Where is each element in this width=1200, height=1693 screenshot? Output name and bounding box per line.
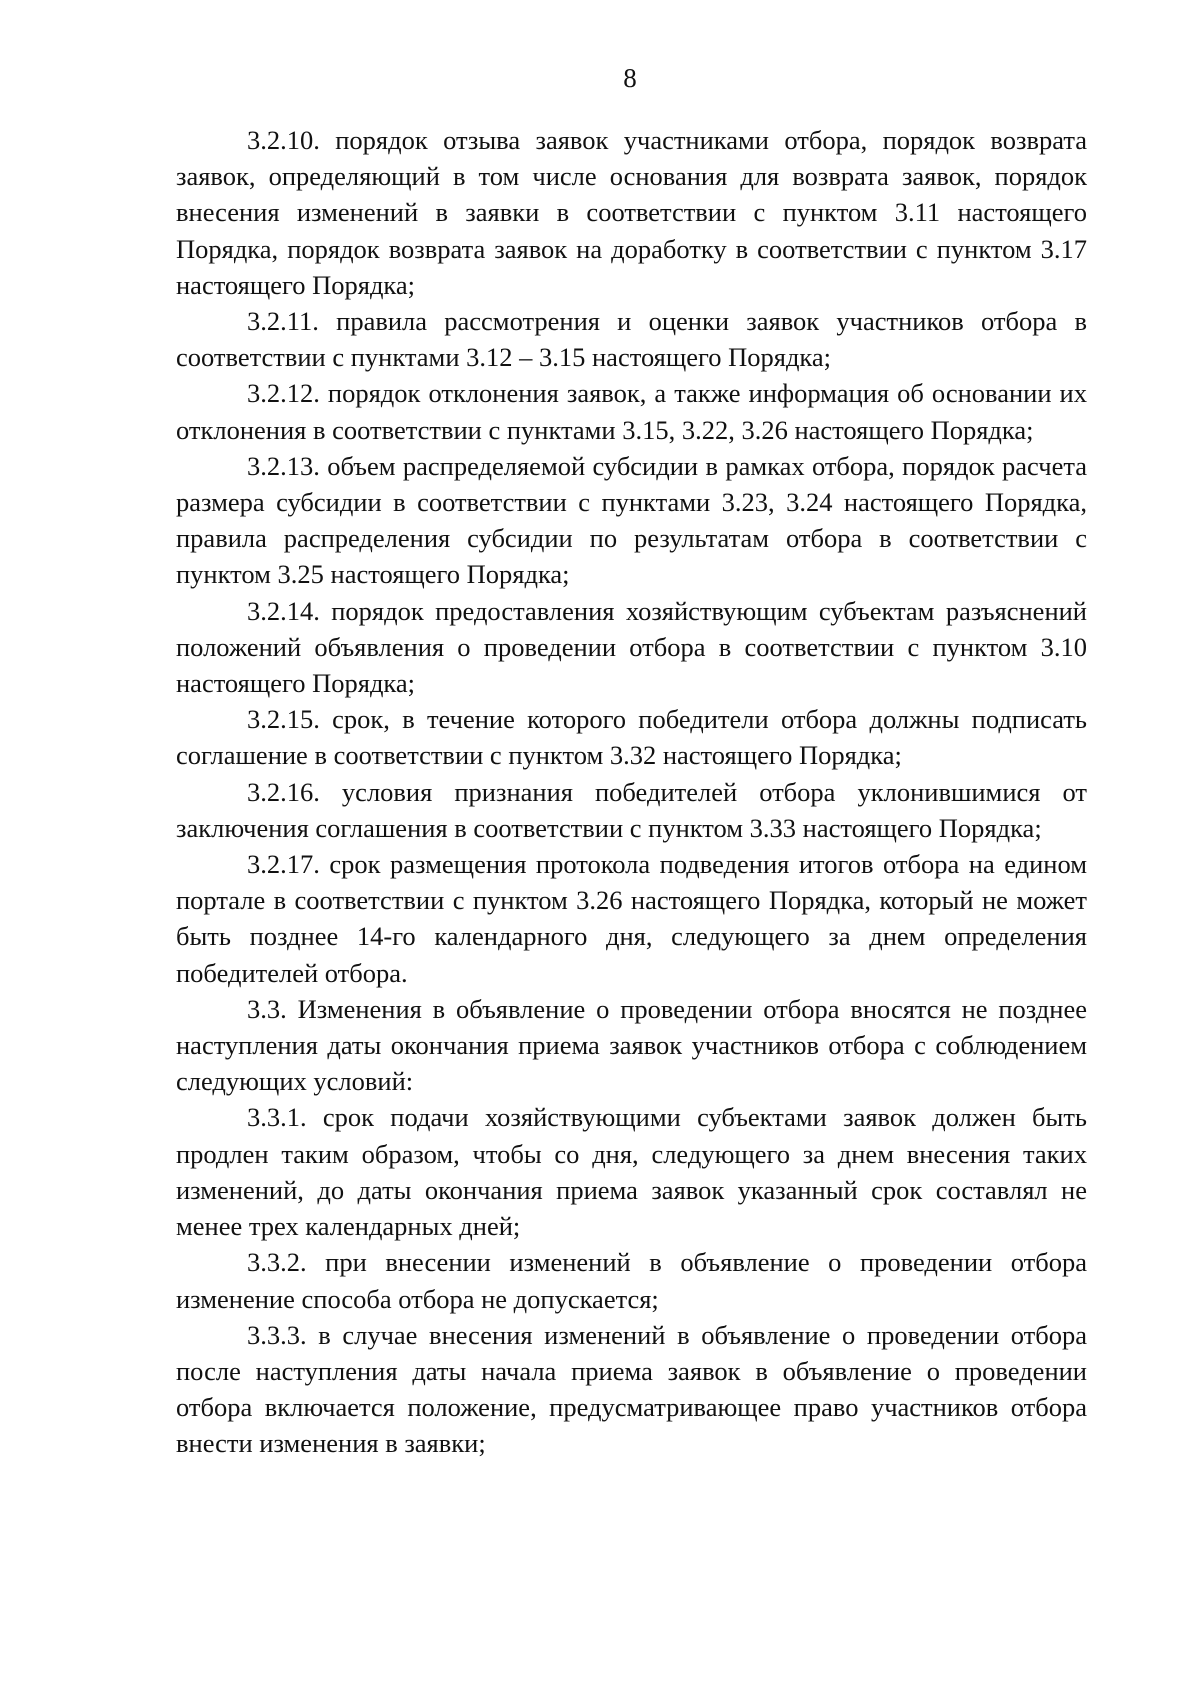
paragraph-3-3: 3.3. Изменения в объявление о проведении отбора вносятся не позднее наступления даты окончания приема заявок участников отбора с соблюдением следующих условий:	[176, 993, 1087, 1097]
paragraph-3-2-16: 3.2.16. условия признания победителей отбора уклонившимися от заключения соглашения в соответствии с пунктом 3.33 настоящего Порядка;	[176, 776, 1087, 843]
paragraph-3-2-10: 3.2.10. порядок отзыва заявок участниками отбора, порядок возврата заявок, определяющий в том числе основания для возврата заявок, порядок внесения изменений в заявки в соответствии с пунктом 3.11 настоящего Порядка, порядок возврата заявок на доработку в соответствии с пунктом 3.17 настоящего Порядка;	[176, 125, 1087, 300]
paragraph-3-2-12: 3.2.12. порядок отклонения заявок, а также информация об основании их отклонения в соответствии с пунктами 3.15, 3.22, 3.26 настоящего Порядка;	[176, 378, 1087, 445]
paragraph-3-2-17: 3.2.17. срок размещения протокола подведения итогов отбора на едином портале в соответствии с пунктом 3.26 настоящего Порядка, который не может быть позднее 14-го календарного дня, следующего за днем определения победителей отбора.	[176, 849, 1087, 988]
paragraph-3-3-1: 3.3.1. срок подачи хозяйствующими субъектами заявок должен быть продлен таким образом, чтобы со дня, следующего за днем внесения таких изменений, до даты окончания приема заявок указанный срок составлял не менее трех календарных дней;	[176, 1102, 1087, 1242]
paragraph-3-2-11: 3.2.11. правила рассмотрения и оценки заявок участников отбора в соответствии с пунктами 3.12 – 3.15 настоящего Порядка;	[176, 306, 1087, 373]
paragraph-3-2-14: 3.2.14. порядок предоставления хозяйствующим субъектам разъяснений положений объявления о проведении отбора в соответствии с пунктом 3.10 настоящего Порядка;	[176, 595, 1087, 699]
paragraph-3-3-2: 3.3.2. при внесении изменений в объявление о проведении отбора изменение способа отбора не допускается;	[176, 1247, 1087, 1314]
document-body	[176, 122, 1087, 1462]
paragraph-3-3-3: 3.3.3. в случае внесения изменений в объявление о проведении отбора после наступления даты начала приема заявок в объявление о проведении отбора включается положение, предусматривающее право участников отбора внести изменения в заявки;	[176, 1319, 1087, 1459]
paragraph-3-2-13: 3.2.13. объем распределяемой субсидии в рамках отбора, порядок расчета размера субсидии в соответствии с пунктами 3.23, 3.24 настоящего Порядка, правила распределения субсидии по результатам отбора в соответствии с пунктом 3.25 настоящего Порядка;	[176, 450, 1087, 590]
paragraph-3-2-15: 3.2.15. срок, в течение которого победители отбора должны подписать соглашение в соответствии с пунктом 3.32 настоящего Порядка;	[176, 704, 1087, 771]
page-number: 8	[623, 63, 637, 93]
